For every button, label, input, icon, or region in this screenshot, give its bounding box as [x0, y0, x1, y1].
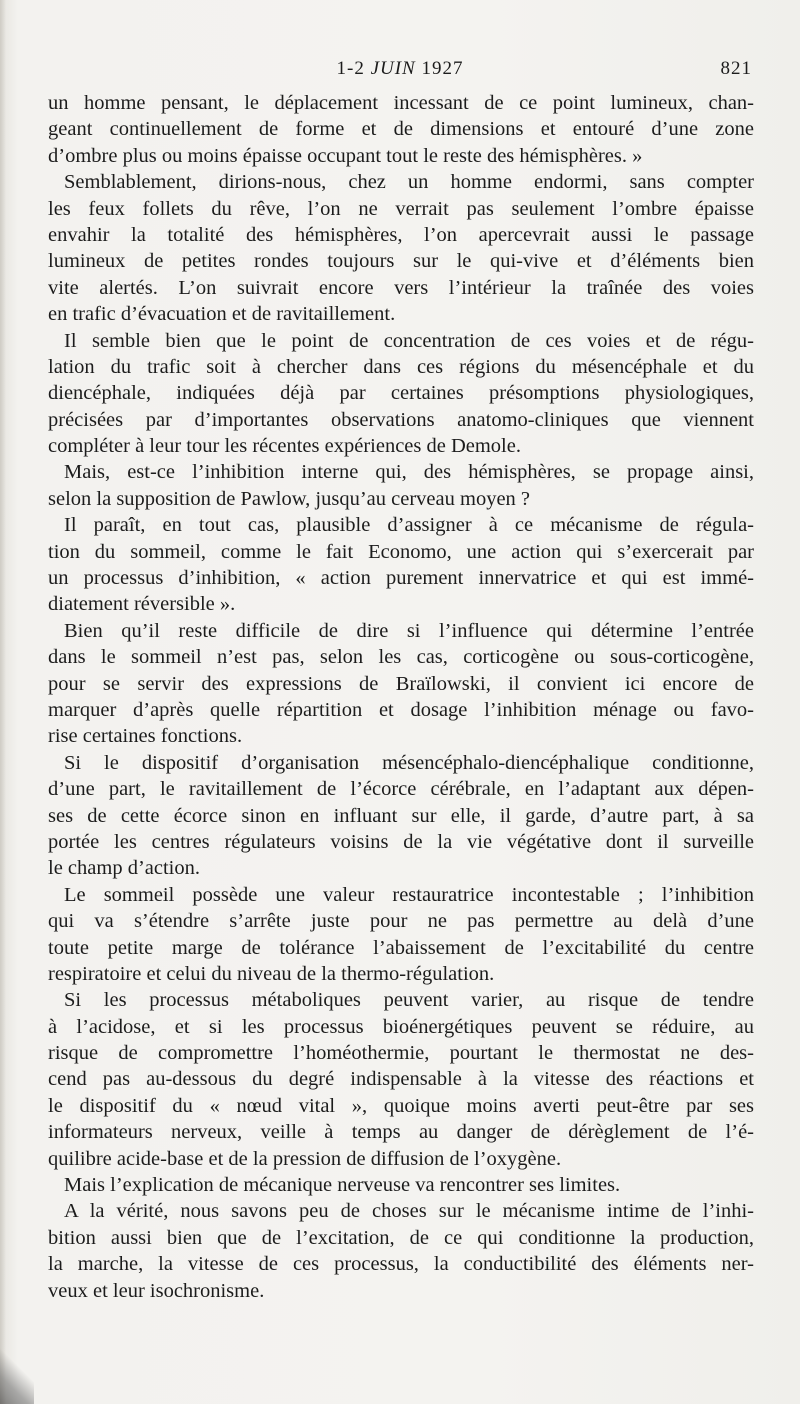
text-line: Il semble bien que le point de concentration de ces voies et de régu-: [64, 329, 754, 352]
text-line: un homme pensant, le déplacement incessant de ce point lumineux, chan-: [48, 92, 754, 114]
text-line: Mais, est-ce l’inhibition interne qui, des hémisphères, se propage ainsi,: [64, 461, 754, 484]
header-date: [0, 58, 800, 80]
text-line: qui va s’étendre s’arrête juste pour ne pas permettre au delà d’une: [48, 910, 754, 933]
running-header: [0, 58, 800, 82]
text-line: veux et leur isochronisme.: [48, 1279, 265, 1302]
text-line: lumineux de petites rondes toujours sur le qui-vive et d’éléments bien: [48, 250, 754, 273]
text-line: tion du sommeil, comme le fait Economo, une action qui s’exercerait par: [48, 540, 754, 563]
header-date-prefix: 1-2: [336, 58, 371, 79]
text-line: un processus d’inhibition, « action purement innervatrice et qui est immé-: [48, 567, 754, 590]
text-line: compléter à leur tour les récentes expériences de Demole.: [48, 435, 521, 458]
text-line: portée les centres régulateurs voisins de la vie végétative dont il surveille: [48, 830, 754, 853]
header-year: 1927: [415, 58, 464, 79]
text-line: les feux follets du rêve, l’on ne verrait pas seulement l’ombre épaisse: [48, 197, 754, 220]
text-line: lation du trafic soit à chercher dans ces régions du mésencéphale et du: [48, 355, 754, 378]
text-line: le champ d’action.: [48, 857, 200, 880]
text-line: selon la supposition de Pawlow, jusqu’au cerveau moyen ?: [48, 487, 531, 510]
text-line: informateurs nerveux, veille à temps au danger de dérèglement de l’é-: [48, 1121, 754, 1144]
text-line: Si les processus métaboliques peuvent varier, au risque de tendre: [64, 989, 754, 1012]
text-line: d’une part, le ravitaillement de l’écorce cérébrale, en l’adaptant aux dépen-: [48, 778, 754, 801]
text-line: le dispositif du « nœud vital », quoique moins averti peut-être par ses: [48, 1094, 754, 1117]
text-line: rise certaines fonctions.: [48, 725, 243, 748]
text-line: Bien qu’il reste difficile de dire si l’influence qui détermine l’entrée: [64, 619, 754, 642]
text-line: vite alertés. L’on suivrait encore vers l’intérieur la traînée des voies: [48, 276, 754, 299]
text-line: quilibre acide-base et de la pression de diffusion de l’oxygène.: [48, 1147, 562, 1170]
text-line: geant continuellement de forme et de dimensions et entouré d’une zone: [48, 118, 754, 141]
header-month: JUIN: [370, 58, 416, 79]
text-line: cend pas au-dessous du degré indispensable à la vitesse des réactions et: [48, 1068, 754, 1091]
text-line: Mais l’explication de mécanique nerveuse va rencontrer ses limites.: [64, 1174, 621, 1197]
body-text: [48, 90, 754, 1304]
page-spine-shadow: [0, 0, 6, 1404]
text-line: d’ombre plus ou moins épaisse occupant tout le reste des hémisphères. »: [48, 144, 643, 167]
text-line: Si le dispositif d’organisation mésencéphalo-diencéphalique conditionne,: [64, 751, 754, 774]
text-line: précisées par d’importantes observations anatomo-cliniques que viennent: [48, 408, 754, 431]
text-line: ses de cette écorce sinon en influant sur elle, il garde, d’autre part, à sa: [48, 804, 754, 827]
scan-corner-shadow: [0, 1344, 34, 1404]
text-line: diencéphale, indiquées déjà par certaines présomptions physiologiques,: [48, 382, 754, 405]
text-line: Le sommeil possède une valeur restauratrice incontestable ; l’inhibition: [64, 883, 754, 906]
text-line: dans le sommeil n’est pas, selon les cas, corticogène ou sous-corticogène,: [48, 646, 754, 669]
page-number: 821: [720, 58, 752, 79]
text-line: envahir la totalité des hémisphères, l’on apercevrait aussi le passage: [48, 223, 754, 246]
text-line: marquer d’après quelle répartition et dosage l’inhibition ménage ou favo-: [48, 698, 754, 721]
text-line: toute petite marge de tolérance l’abaissement de l’excitabilité du centre: [48, 936, 754, 959]
text-line: risque de compromettre l’homéothermie, pourtant le thermostat ne des-: [48, 1042, 754, 1065]
text-line: respiratoire et celui du niveau de la thermo-régulation.: [48, 962, 495, 985]
text-line: Il paraît, en tout cas, plausible d’assigner à ce mécanisme de régula-: [64, 514, 754, 537]
text-line: en trafic d’évacuation et de ravitaillement.: [48, 303, 396, 326]
text-line: la marche, la vitesse de ces processus, la conductibilité des éléments ner-: [48, 1253, 754, 1276]
text-line: Semblablement, dirions-nous, chez un homme endormi, sans compter: [64, 171, 754, 194]
text-line: diatement réversible ».: [48, 593, 236, 616]
text-line: à l’acidose, et si les processus bioénergétiques peuvent se réduire, au: [48, 1015, 754, 1038]
text-line: pour se servir des expressions de Braïlowski, il convient ici encore de: [48, 672, 754, 695]
text-line: A la vérité, nous savons peu de choses sur le mécanisme intime de l’inhi-: [64, 1200, 754, 1223]
text-line: bition aussi bien que de l’excitation, de ce qui conditionne la production,: [48, 1226, 754, 1249]
